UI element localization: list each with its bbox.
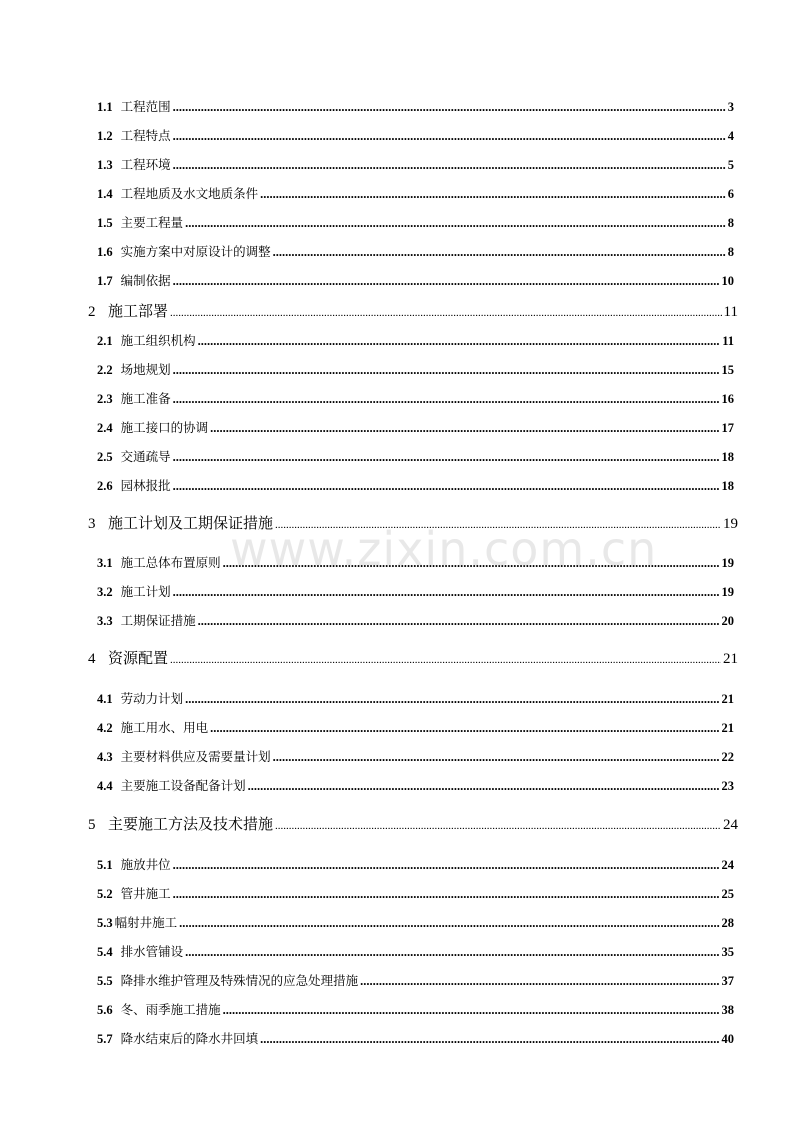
toc-entry-page-number: 21 xyxy=(721,721,734,735)
toc-dot-leader xyxy=(273,245,726,260)
toc-entry-number: 5.4 xyxy=(97,945,113,959)
toc-dot-leader xyxy=(198,614,720,629)
toc-entry-page-number: 19 xyxy=(721,585,734,599)
toc-dot-leader xyxy=(173,450,720,465)
toc-section-entry[interactable] xyxy=(97,747,734,765)
toc-dot-leader xyxy=(173,274,720,289)
toc-entry-page-number: 16 xyxy=(721,392,734,406)
toc-section-entry[interactable] xyxy=(97,1000,734,1018)
toc-section-entry[interactable] xyxy=(97,242,734,260)
toc-dot-leader xyxy=(275,519,721,531)
toc-entry-page-number: 17 xyxy=(721,421,734,435)
toc-entry-page-number: 40 xyxy=(721,1032,734,1046)
toc-dot-leader xyxy=(185,692,719,707)
toc-entry-title: 施工准备 xyxy=(120,391,171,406)
toc-entry-number: 4.3 xyxy=(97,750,113,764)
toc-entry-number: 2 xyxy=(88,304,96,320)
toc-entry-title: 劳动力计划 xyxy=(120,691,184,706)
toc-section-entry[interactable] xyxy=(97,611,734,629)
toc-entry-title: 工程特点 xyxy=(120,128,171,143)
toc-section-entry[interactable] xyxy=(97,331,734,349)
toc-dot-leader xyxy=(185,945,719,960)
toc-dot-leader xyxy=(170,307,722,319)
toc-entry-page-number: 37 xyxy=(721,974,734,988)
toc-dot-leader xyxy=(179,916,719,931)
toc-dot-leader xyxy=(360,974,719,989)
toc-section-entry[interactable] xyxy=(97,689,734,707)
toc-entry-number: 5.6 xyxy=(97,1003,113,1017)
toc-entry-number: 1.1 xyxy=(97,100,113,114)
toc-entry-page-number: 8 xyxy=(727,216,734,230)
toc-entry-number: 5.7 xyxy=(97,1032,113,1046)
toc-entry-page-number: 15 xyxy=(721,363,734,377)
toc-entry-number: 2.1 xyxy=(97,334,113,348)
toc-dot-leader xyxy=(173,585,720,600)
toc-dot-leader xyxy=(173,392,720,407)
toc-entry-number: 4.2 xyxy=(97,721,113,735)
toc-entry-number: 2.5 xyxy=(97,450,113,464)
toc-entry-number: 1.4 xyxy=(97,187,113,201)
toc-dot-leader xyxy=(223,556,720,571)
toc-section-entry[interactable] xyxy=(97,553,734,571)
toc-entry-page-number: 23 xyxy=(721,779,734,793)
toc-entry-title: 编制依据 xyxy=(120,273,171,288)
toc-dot-leader xyxy=(248,779,720,794)
toc-dot-leader xyxy=(173,858,720,873)
toc-entry-title: 工程地质及水文地质条件 xyxy=(120,186,259,201)
toc-dot-leader xyxy=(223,1003,720,1018)
toc-entry-page-number: 28 xyxy=(721,916,734,930)
toc-dot-leader xyxy=(173,479,720,494)
toc-section-entry[interactable] xyxy=(97,582,734,600)
toc-entry-title: 主要施工设备配备计划 xyxy=(120,778,246,793)
toc-entry-title: 场地规划 xyxy=(120,362,171,377)
toc-entry-page-number: 35 xyxy=(721,945,734,959)
toc-entry-page-number: 19 xyxy=(723,516,738,532)
toc-entry-page-number: 11 xyxy=(722,334,734,348)
toc-section-entry[interactable] xyxy=(97,155,734,173)
toc-entry-title: 施工用水、用电 xyxy=(120,720,209,735)
toc-entry-page-number: 21 xyxy=(721,692,734,706)
toc-section-entry[interactable] xyxy=(97,126,734,144)
toc-entry-number: 3.3 xyxy=(97,614,113,628)
toc-section-entry[interactable] xyxy=(97,1029,734,1047)
toc-entry-number: 2.2 xyxy=(97,363,113,377)
toc-entry-title: 主要工程量 xyxy=(120,215,184,230)
toc-section-entry[interactable] xyxy=(97,418,734,436)
toc-dot-leader xyxy=(273,750,720,765)
toc-dot-leader xyxy=(173,887,720,902)
toc-entry-page-number: 18 xyxy=(721,479,734,493)
toc-section-entry[interactable] xyxy=(97,476,734,494)
toc-section-entry[interactable] xyxy=(97,971,734,989)
toc-entry-title: 工期保证措施 xyxy=(120,613,196,628)
toc-entry-number: 4.1 xyxy=(97,692,113,706)
toc-entry-number: 2.3 xyxy=(97,392,113,406)
toc-entry-page-number: 8 xyxy=(727,245,734,259)
toc-section-entry[interactable] xyxy=(97,776,734,794)
toc-dot-leader xyxy=(173,129,726,144)
toc-entry-title: 降排水维护管理及特殊情况的应急处理措施 xyxy=(120,973,359,988)
toc-section-entry[interactable] xyxy=(97,360,734,378)
toc-entry-number: 3.2 xyxy=(97,585,113,599)
toc-entry-title: 工程环境 xyxy=(120,157,171,172)
toc-dot-leader xyxy=(198,334,721,349)
toc-entry-title: 施工总体布置原则 xyxy=(120,555,221,570)
toc-entry-title: 管井施工 xyxy=(120,886,171,901)
toc-entry-number: 5 xyxy=(88,817,96,833)
toc-dot-leader xyxy=(173,158,726,173)
toc-entry-title: 主要材料供应及需要量计划 xyxy=(120,749,271,764)
toc-entry-page-number: 6 xyxy=(727,187,734,201)
toc-entry-number: 3 xyxy=(88,516,96,532)
toc-entry-number: 5.5 xyxy=(97,974,113,988)
toc-entry-page-number: 20 xyxy=(721,614,734,628)
toc-entry-number: 2.6 xyxy=(97,479,113,493)
toc-entry-page-number: 38 xyxy=(721,1003,734,1017)
toc-entry-page-number: 4 xyxy=(727,129,734,143)
toc-chapter-entry[interactable] xyxy=(88,647,738,668)
toc-entry-number: 1.3 xyxy=(97,158,113,172)
toc-entry-page-number: 25 xyxy=(721,887,734,901)
toc-section-entry[interactable] xyxy=(97,97,734,115)
toc-section-entry[interactable] xyxy=(97,447,734,465)
toc-chapter-entry[interactable] xyxy=(88,813,738,834)
toc-entry-title: 施工计划及工期保证措施 xyxy=(108,514,274,532)
toc-entry-page-number: 3 xyxy=(727,100,734,114)
watermark: www.zixin.com.cn xyxy=(230,522,658,576)
toc-entry-page-number: 11 xyxy=(723,304,738,320)
toc-entry-number: 1.6 xyxy=(97,245,113,259)
toc-section-entry[interactable] xyxy=(97,213,734,231)
toc-dot-leader xyxy=(210,721,719,736)
toc-entry-title: 园林报批 xyxy=(120,478,171,493)
toc-section-entry[interactable] xyxy=(97,913,734,931)
toc-entry-number: 5.3 xyxy=(97,916,113,930)
toc-entry-title: 施工部署 xyxy=(108,302,169,320)
toc-entry-number: 4.4 xyxy=(97,779,113,793)
toc-entry-title: 实施方案中对原设计的调整 xyxy=(120,244,271,259)
toc-entry-number: 5.1 xyxy=(97,858,113,872)
toc-section-entry[interactable] xyxy=(97,389,734,407)
toc-entry-number: 2.4 xyxy=(97,421,113,435)
toc-entry-title: 施工组织机构 xyxy=(120,333,196,348)
toc-dot-leader xyxy=(260,187,726,202)
toc-dot-leader xyxy=(185,216,726,231)
toc-entry-page-number: 5 xyxy=(727,158,734,172)
toc-section-entry[interactable] xyxy=(97,184,734,202)
toc-chapter-entry[interactable] xyxy=(88,512,738,533)
toc-entry-page-number: 21 xyxy=(723,651,738,667)
toc-dot-leader xyxy=(173,100,726,115)
toc-entry-title: 排水管铺设 xyxy=(120,944,184,959)
toc-dot-leader xyxy=(170,654,721,666)
toc-dot-leader xyxy=(210,421,719,436)
toc-entry-title: 施放井位 xyxy=(120,857,171,872)
toc-section-entry[interactable] xyxy=(97,942,734,960)
toc-entry-title: 降水结束后的降水井回填 xyxy=(120,1031,259,1046)
toc-entry-number: 4 xyxy=(88,651,96,667)
toc-section-entry[interactable] xyxy=(97,718,734,736)
toc-chapter-entry[interactable] xyxy=(88,300,738,321)
toc-entry-number: 1.2 xyxy=(97,129,113,143)
toc-entry-number: 1.7 xyxy=(97,274,113,288)
toc-entry-page-number: 22 xyxy=(721,750,734,764)
toc-dot-leader xyxy=(173,363,720,378)
toc-entry-number: 3.1 xyxy=(97,556,113,570)
toc-entry-title: 冬、雨季施工措施 xyxy=(120,1002,221,1017)
toc-entry-number: 5.2 xyxy=(97,887,113,901)
toc-entry-title: 主要施工方法及技术措施 xyxy=(108,815,274,833)
toc-entry-title: 幅射井施工 xyxy=(114,915,178,930)
toc-section-entry[interactable] xyxy=(97,884,734,902)
toc-entry-title: 资源配置 xyxy=(108,649,169,667)
toc-entry-page-number: 24 xyxy=(721,858,734,872)
toc-section-entry[interactable] xyxy=(97,855,734,873)
toc-entry-number: 1.5 xyxy=(97,216,113,230)
toc-entry-page-number: 10 xyxy=(721,274,734,288)
toc-entry-page-number: 18 xyxy=(721,450,734,464)
toc-entry-title: 交通疏导 xyxy=(120,449,171,464)
toc-entry-title: 施工接口的协调 xyxy=(120,420,209,435)
toc-entry-title: 工程范围 xyxy=(120,99,171,114)
toc-entry-title: 施工计划 xyxy=(120,584,171,599)
toc-dot-leader xyxy=(260,1032,719,1047)
toc-entry-page-number: 19 xyxy=(721,556,734,570)
toc-section-entry[interactable] xyxy=(97,271,734,289)
toc-dot-leader xyxy=(275,820,721,832)
toc-entry-page-number: 24 xyxy=(723,817,738,833)
